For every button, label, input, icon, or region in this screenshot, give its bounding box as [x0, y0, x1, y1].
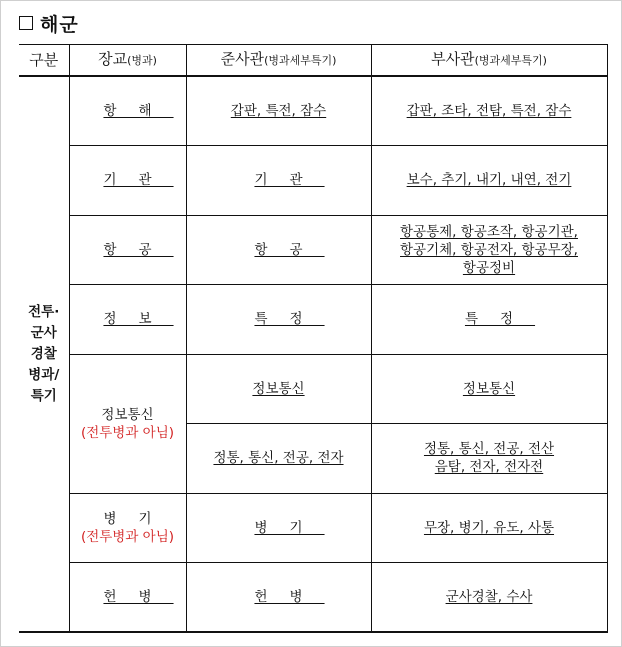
- officer-cell: 정보: [69, 285, 186, 355]
- warrant-cell: 헌병: [186, 563, 371, 633]
- section-title: 해군: [40, 13, 79, 36]
- nco-cell: 정보통신: [371, 354, 607, 424]
- branch-table: [19, 44, 608, 633]
- warrant-cell: 기관: [186, 146, 371, 216]
- nco-cell: 갑판, 조타, 전탐, 특전, 잠수: [371, 76, 607, 146]
- warrant-cell: 병기: [186, 493, 371, 563]
- table-row: [19, 285, 607, 355]
- table-row: [19, 76, 607, 146]
- non-combat-note: (전투병과 아님): [80, 424, 175, 441]
- nco-cell: 무장, 병기, 유도, 사통: [371, 493, 607, 563]
- category-cell: 전투· 군사 경찰 병과/ 특기: [19, 76, 69, 632]
- officer-cell: 헌병: [69, 563, 186, 633]
- section-heading: [19, 10, 79, 36]
- officer-cell: 항해: [69, 76, 186, 146]
- nco-cell: 보수, 추기, 내기, 내연, 전기: [371, 146, 607, 216]
- table-bottom-rule: [19, 631, 607, 633]
- officer-cell: 병기 (전투병과 아님): [69, 493, 186, 563]
- warrant-cell: 항공: [186, 215, 371, 285]
- table-row: [19, 493, 607, 563]
- table-row: [19, 563, 607, 633]
- table-row: [19, 354, 607, 424]
- nco-cell: 정통, 통신, 전공, 전산 음탐, 전자, 전자전: [371, 424, 607, 494]
- warrant-cell: 특정: [186, 285, 371, 355]
- non-combat-note: (전투병과 아님): [80, 528, 175, 545]
- officer-cell: 항공: [69, 215, 186, 285]
- table-row: [19, 215, 607, 285]
- nco-cell: 특정: [371, 285, 607, 355]
- nco-cell: 항공통제, 항공조작, 항공기관, 항공기체, 항공전자, 항공무장, 항공정비: [371, 215, 607, 285]
- header-nco: 부사관(병과세부특기): [371, 45, 607, 77]
- header-category: 구분: [19, 45, 69, 77]
- warrant-cell: 정보통신: [186, 354, 371, 424]
- nco-cell: 군사경찰, 수사: [371, 563, 607, 633]
- table-header-row: [19, 45, 607, 77]
- checkbox-square-icon: [19, 16, 33, 30]
- table-row: [19, 146, 607, 216]
- warrant-cell: 갑판, 특전, 잠수: [186, 76, 371, 146]
- warrant-cell: 정통, 통신, 전공, 전자: [186, 424, 371, 494]
- officer-cell: 정보통신 (전투병과 아님): [69, 354, 186, 493]
- header-warrant: 준사관(병과세부특기): [186, 45, 371, 77]
- header-officer: 장교(병과): [69, 45, 186, 77]
- officer-cell: 기관: [69, 146, 186, 216]
